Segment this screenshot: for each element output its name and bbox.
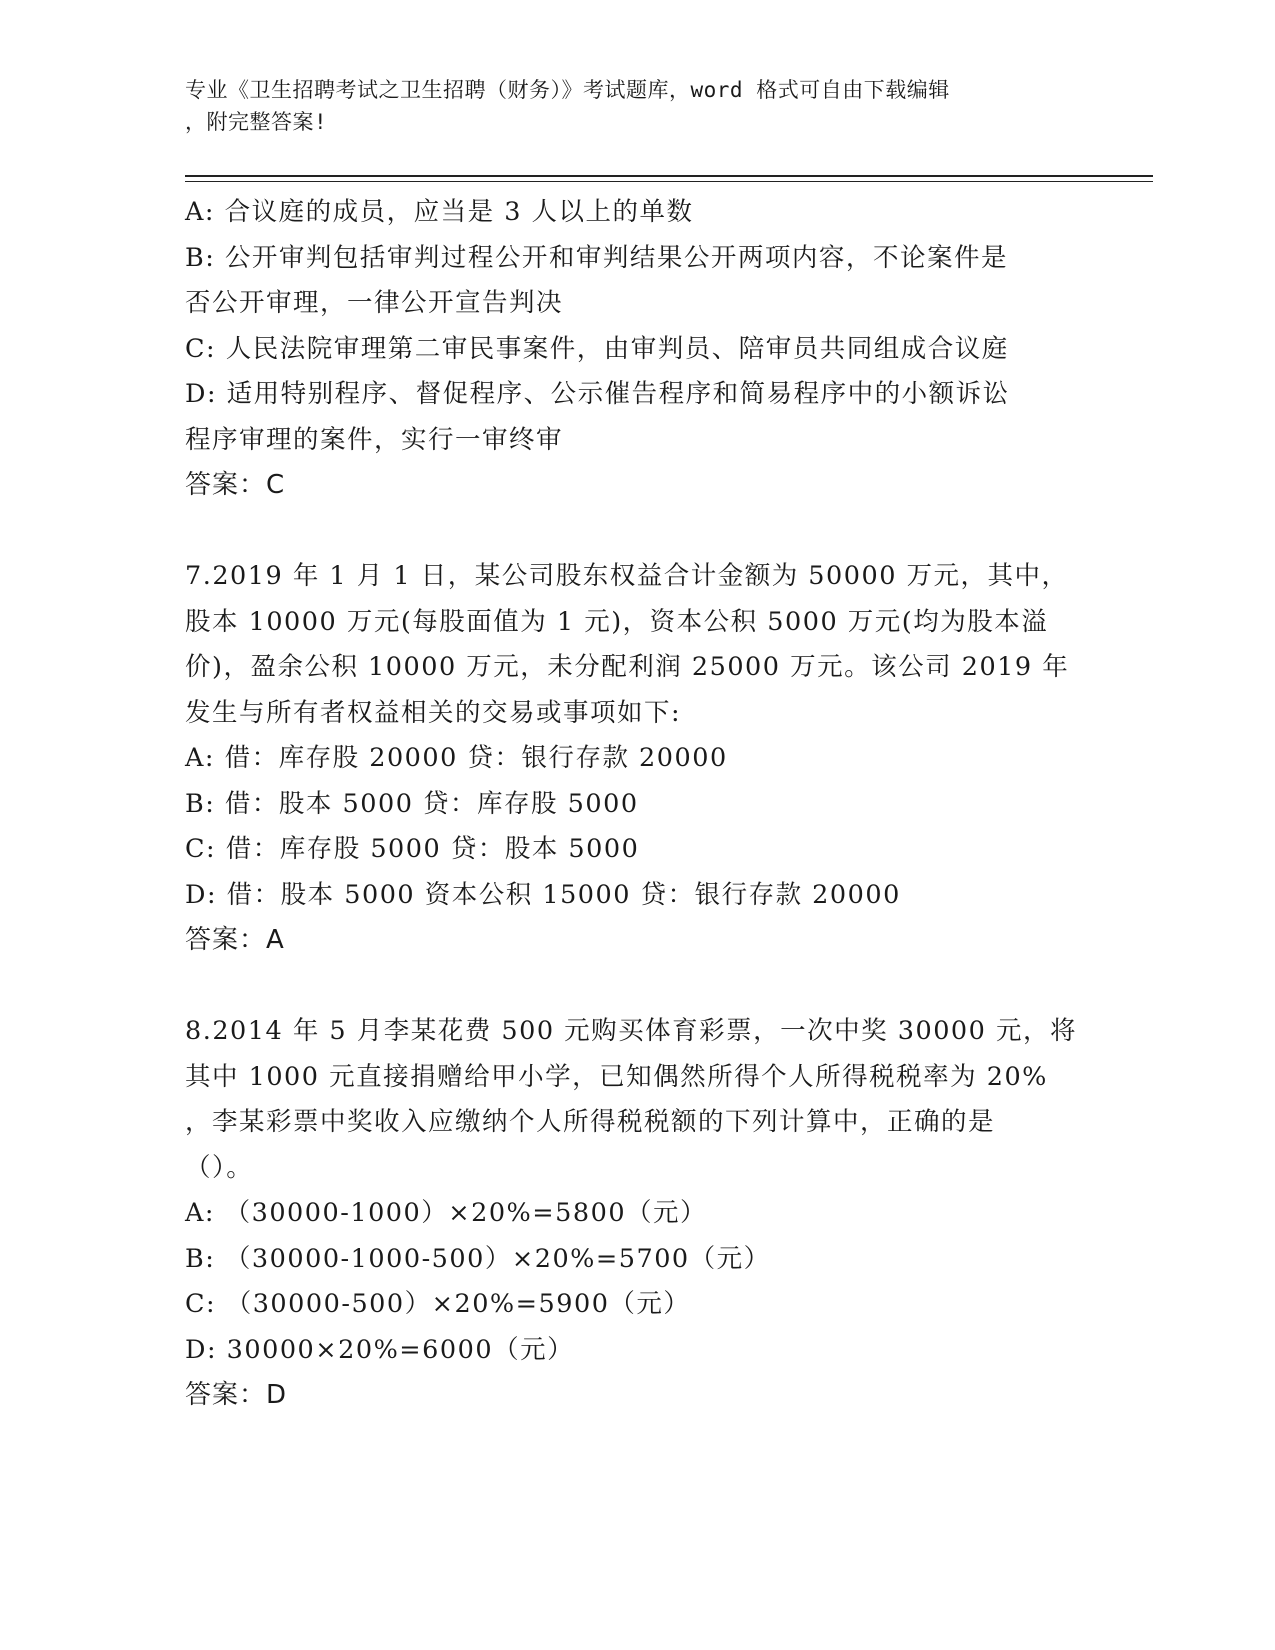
question-8: [185, 1009, 1085, 1419]
q6-option-b-line-2: 否公开审理，一律公开宣告判决: [185, 288, 564, 318]
header-divider-thin: [185, 181, 1153, 182]
q8-option-b: B: （30000-1000-500）×20%=5700（元）: [185, 1243, 771, 1274]
q7-stem-line-2: 股本 10000 万元(每股面值为 1 元)，资本公积 5000 万元(均为股本溢: [185, 606, 1049, 637]
spacer: [185, 964, 1085, 1010]
q8-option-d: D: 30000×20%=6000（元）: [185, 1334, 575, 1365]
q7-stem-line-3: 价)，盈余公积 10000 万元，未分配利润 25000 万元。该公司 2019 年: [185, 652, 1070, 682]
q6-option-c: C: 人民法院审理第二审民事案件，由审判员、陪审员共同组成合议庭: [185, 333, 1009, 364]
q7-option-b: B: 借：股本 5000 贷：库存股 5000: [185, 788, 639, 819]
q6-answer: 答案：C: [185, 470, 286, 500]
q6-option-d-line-1: D: 适用特别程序、督促程序、公示催告程序和简易程序中的小额诉讼: [185, 379, 1010, 409]
q7-stem-line-1: 7.2019 年 1 月 1 日，某公司股东权益合计金额为 50000 万元，其中，: [185, 561, 1069, 591]
q6-option-b-line-1: B: 公开审判包括审判过程公开和审判结果公开两项内容，不论案件是: [185, 242, 1008, 273]
q8-option-a: A: （30000-1000）×20%=5800（元）: [185, 1198, 708, 1228]
spacer: [185, 509, 1085, 555]
q7-answer: 答案：A: [185, 925, 285, 955]
q7-option-a: A: 借：库存股 20000 贷：银行存款 20000: [185, 743, 728, 773]
q7-stem-line-4: 发生与所有者权益相关的交易或事项如下:: [185, 697, 682, 728]
document-header: [185, 74, 1065, 138]
question-6: [185, 190, 1085, 509]
header-line-2: ，附完整答案!: [185, 110, 328, 134]
q8-answer: 答案：D: [185, 1380, 288, 1410]
q7-option-c: C: 借：库存股 5000 贷：股本 5000: [185, 834, 640, 864]
q8-option-c: C: （30000-500）×20%=5900（元）: [185, 1289, 691, 1319]
q8-stem-line-2: 其中 1000 元直接捐赠给甲小学，已知偶然所得个人所得税税率为 20%: [185, 1061, 1048, 1092]
header-divider-thick: [185, 175, 1153, 177]
header-line-1: 专业《卫生招聘考试之卫生招聘（财务）》考试题库，word 格式可自由下载编辑: [185, 78, 950, 102]
q8-stem-line-4: （）。: [185, 1152, 254, 1183]
q8-stem-line-1: 8.2014 年 5 月李某花费 500 元购买体育彩票，一次中奖 30000 元，将: [185, 1016, 1077, 1046]
q6-option-a: A: 合议庭的成员，应当是 3 人以上的单数: [185, 197, 694, 227]
q7-option-d: D: 借：股本 5000 资本公积 15000 贷：银行存款 20000: [185, 879, 901, 910]
q6-option-d-line-2: 程序审理的案件，实行一审终审: [185, 424, 564, 455]
question-7: [185, 554, 1085, 964]
document-body: [185, 190, 1085, 1419]
q8-stem-line-3: ，李某彩票中奖收入应缴纳个人所得税税额的下列计算中，正确的是: [185, 1107, 996, 1137]
